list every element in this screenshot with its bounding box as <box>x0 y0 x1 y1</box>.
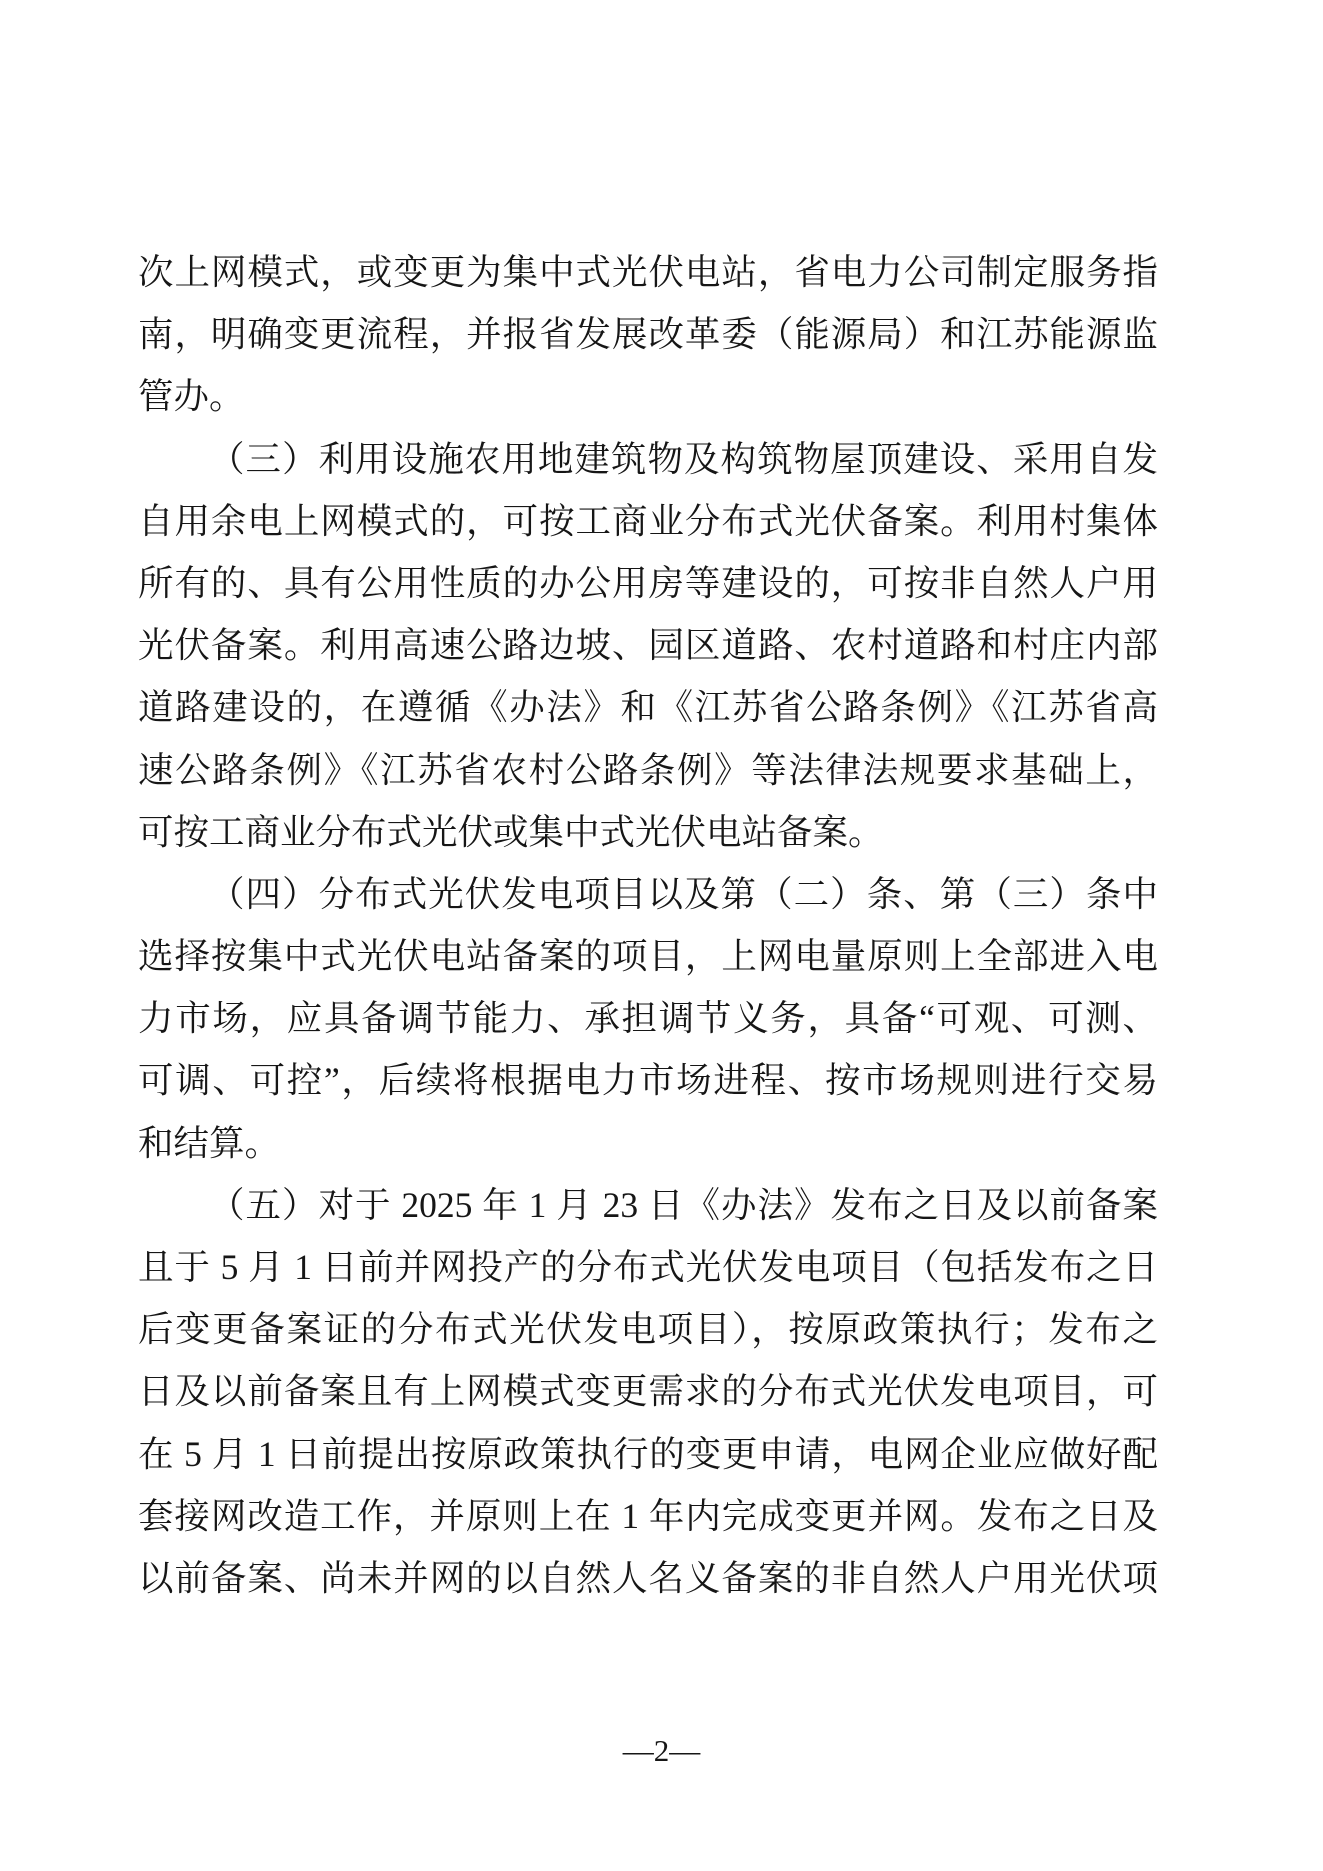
text-line: 可按工商业分布式光伏或集中式光伏电站备案。 <box>138 811 884 852</box>
text-line: 后变更备案证的分布式光伏发电项目），按原政策执行；发布之 <box>138 1309 1158 1350</box>
text-line: 且于 5 月 1 日前并网投产的分布式光伏发电项目（包括发布之日 <box>138 1247 1158 1287</box>
text-line: 以前备案、尚未并网的以自然人名义备案的非自然人户用光伏项 <box>138 1557 1158 1598</box>
page-number: —2— <box>622 1733 701 1768</box>
text-line: 自用余电上网模式的，可按工商业分布式光伏备案。利用村集体 <box>138 500 1158 541</box>
text-line: （四）分布式光伏发电项目以及第（二）条、第（三）条中 <box>209 873 1158 914</box>
text-line: 光伏备案。利用高速公路边坡、园区道路、农村道路和村庄内部 <box>138 625 1158 666</box>
text-line: （三）利用设施农用地建筑物及构筑物屋顶建设、采用自发 <box>209 438 1158 479</box>
text-line: 日及以前备案且有上网模式变更需求的分布式光伏发电项目，可 <box>138 1371 1158 1412</box>
text-line: 管办。 <box>138 376 245 417</box>
text-line: 可调、可控”，后续将根据电力市场进程、按市场规则进行交易 <box>138 1060 1158 1101</box>
text-line: 力市场，应具备调节能力、承担调节义务，具备“可观、可测、 <box>138 998 1158 1039</box>
text-line: 所有的、具有公用性质的办公用房等建设的，可按非自然人户用 <box>138 562 1158 603</box>
text-line: 选择按集中式光伏电站备案的项目，上网电量原则上全部进入电 <box>138 936 1158 977</box>
text-line: （五）对于 2025 年 1 月 23 日《办法》发布之日及以前备案 <box>209 1184 1158 1225</box>
text-line: 道路建设的，在遵循《办法》和《江苏省公路条例》《江苏省高 <box>138 687 1158 728</box>
text-line: 南，明确变更流程，并报省发展改革委（能源局）和江苏能源监 <box>138 314 1158 355</box>
text-line: 套接网改造工作，并原则上在 1 年内完成变更并网。发布之日及 <box>138 1495 1158 1536</box>
text-line: 和结算。 <box>138 1122 281 1163</box>
text-line: 次上网模式，或变更为集中式光伏电站，省电力公司制定服务指 <box>138 252 1158 292</box>
document-body <box>138 241 1158 1609</box>
text-line: 在 5 月 1 日前提出按原政策执行的变更申请，电网企业应做好配 <box>138 1433 1158 1474</box>
text-line: 速公路条例》《江苏省农村公路条例》等法律法规要求基础上， <box>138 749 1158 790</box>
